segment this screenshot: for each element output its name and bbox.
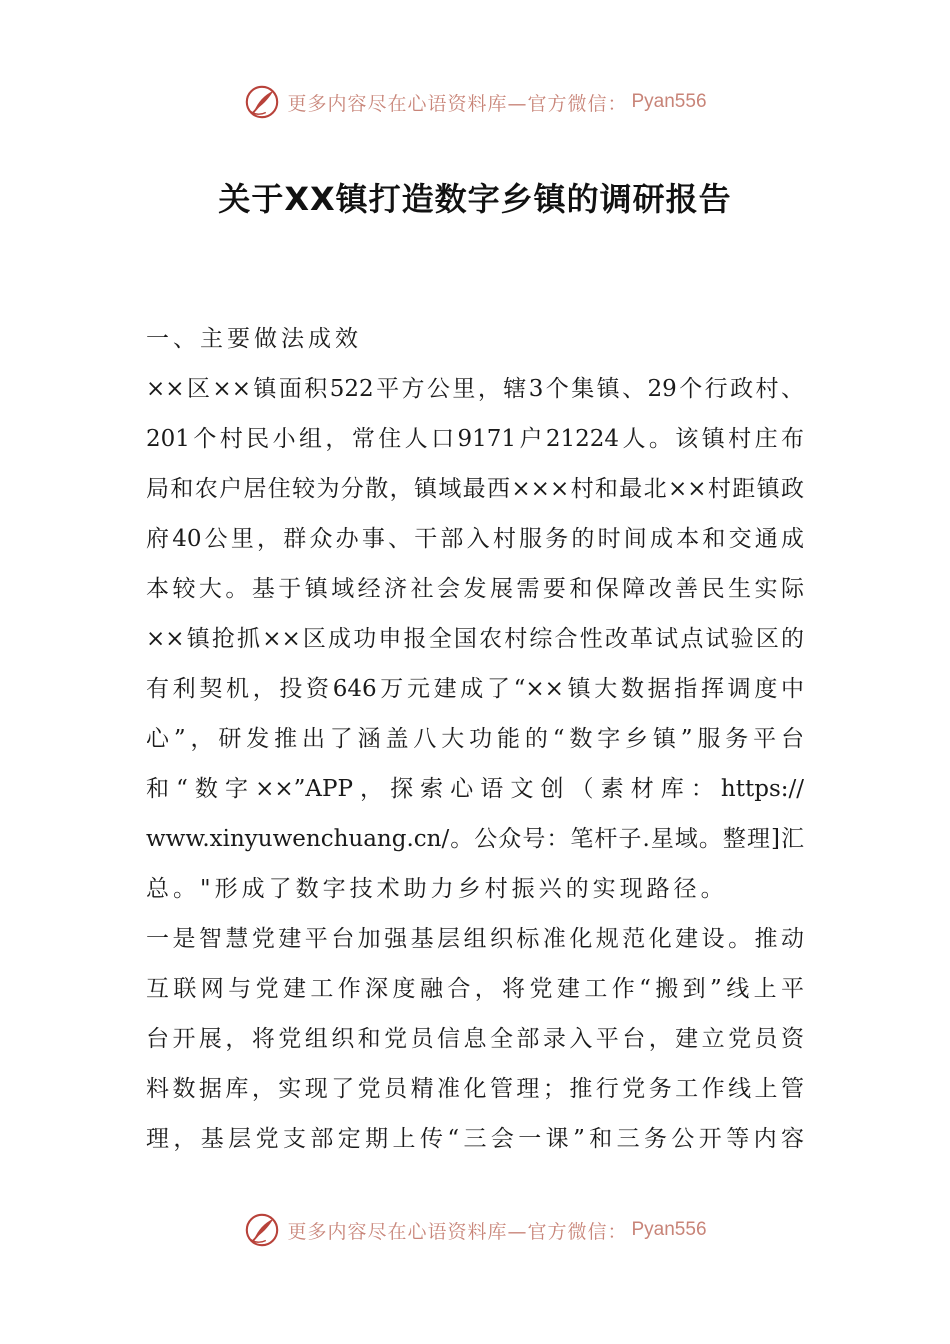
body-line: 料数据库，实现了党员精准化管理；推行党务工作线上管 [146,1076,804,1102]
quill-logo-icon [243,1211,281,1249]
header-wechat-id: Pyan556 [631,91,707,112]
body-line: 台开展，将党组织和党员信息全部录入平台，建立党员资 [146,1026,804,1052]
header-watermark-text: 更多内容尽在心语资料库—官方微信： [287,92,628,115]
body-line: 201个村民小组，常住人口9171户21224人。该镇村庄布 [146,426,804,452]
body-line: 有利契机，投资646万元建成了“××镇大数据指挥调度中 [146,676,804,702]
header-watermark-banner [0,80,950,124]
body-line: 理，基层党支部定期上传“三会一课”和三务公开等内容 [146,1126,804,1152]
body-line: ××镇抢抓××区成功申报全国农村综合性改革试点试验区的 [146,626,804,652]
body-line: 府40公里，群众办事、干部入村服务的时间成本和交通成 [146,526,804,552]
quill-logo-icon [243,83,281,121]
footer-watermark-text: 更多内容尽在心语资料库—官方微信： [287,1220,628,1243]
body-line: 本较大。基于镇域经济社会发展需要和保障改善民生实际 [146,576,804,602]
document-body [146,314,804,1164]
body-line: 心”，研发推出了涵盖八大功能的“数字乡镇”服务平台 [146,726,804,752]
body-line: 一是智慧党建平台加强基层组织标准化规范化建设。推动 [146,926,804,952]
footer-wechat-id: Pyan556 [631,1219,707,1240]
body-line: 互联网与党建工作深度融合，将党建工作“搬到”线上平 [146,976,804,1002]
document-title: 关于XX镇打造数字乡镇的调研报告 [218,180,732,218]
body-line: www.xinyuwenchuang.cn/。公众号：笔杆子.星域。整理]汇 [146,826,804,852]
body-line: 局和农户居住较为分散，镇域最西×××村和最北××村距镇政 [146,476,804,502]
body-line: 和“数字××”APP，探索心语文创（素材库：https:// [146,776,804,802]
body-line: ××区××镇面积522平方公里，辖3个集镇、29个行政村、 [146,376,804,402]
body-line: 总。"形成了数字技术助力乡村振兴的实现路径。 [146,876,728,902]
section-heading: 一、主要做法成效 [146,326,362,352]
footer-watermark-banner [0,1208,950,1252]
